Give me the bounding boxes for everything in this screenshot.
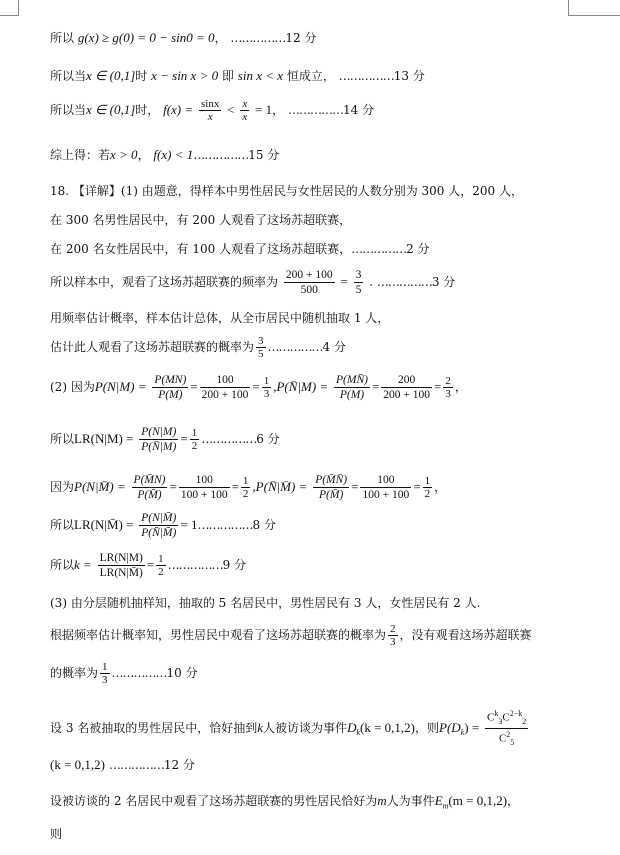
line-21 [50, 793, 519, 814]
score: 6 分 [256, 432, 280, 446]
math: LR(N|M) = [74, 431, 134, 446]
math: = [180, 431, 188, 446]
line-13 [50, 473, 446, 502]
math: , [252, 479, 256, 494]
leader-dots: …………… [201, 432, 257, 446]
denominator [485, 729, 528, 749]
denominator: 2 [191, 440, 198, 452]
numerator: 1 [242, 475, 249, 487]
denominator: 200 + 100 [201, 389, 249, 401]
fraction [132, 473, 168, 502]
math: = [231, 479, 239, 494]
text: 人被访谈为事件 [263, 720, 348, 735]
text: (2) 因为 [50, 380, 95, 394]
fraction [334, 373, 370, 402]
text: 的概率为 [50, 666, 99, 680]
math: (k = 0,1,2) [50, 757, 105, 772]
text: 估计此人观看了这场苏超联赛的概率为 [50, 340, 255, 354]
text: 所以 [50, 31, 75, 45]
score: 2 分 [406, 242, 430, 256]
math: P(D [439, 719, 461, 735]
numerator: P(N|M̄) [141, 512, 177, 524]
math: P(N̄|M̄) = [255, 479, 308, 494]
text: 所以 [50, 558, 75, 572]
combination-symbol: C [502, 711, 510, 724]
denominator: 5 [258, 348, 264, 360]
denominator: P(N̄|M) [141, 441, 177, 453]
numerator: 1 [424, 475, 431, 487]
math: = 1 [255, 102, 273, 117]
text: 根据频率估计概率知，男性居民中观看了这场苏超联赛的概率为 [50, 628, 387, 642]
math: = [169, 479, 177, 494]
line-16: (3) 由分层随机抽样知，抽取的 5 名居民中，男性居民有 3 人，女性居民有 2 人. [50, 596, 481, 610]
crop-mark-right-v [568, 0, 569, 16]
leader-dots: …………… [108, 758, 164, 772]
denominator: x [242, 111, 248, 123]
numerator: 1 [102, 661, 108, 673]
math: x − sin x > 0 [151, 68, 219, 83]
fraction [200, 373, 251, 402]
leader-dots: …………… [167, 558, 223, 572]
leader-dots: …………… [376, 275, 432, 289]
math: sin x < x [237, 68, 284, 83]
score: 9 分 [222, 558, 247, 572]
numerator: LR(N|M) [99, 552, 143, 564]
text: 设 3 名被抽取的男性居民中，恰好抽到 [50, 720, 258, 735]
line-15 [50, 551, 246, 580]
line-3 [50, 98, 374, 123]
fraction [240, 98, 249, 123]
denominator: P(M̄) [137, 489, 162, 501]
denominator: 200 + 100 [383, 389, 431, 401]
text: ， [137, 148, 150, 162]
fraction [199, 98, 221, 123]
math: = [371, 379, 380, 394]
subscript: 2 [522, 716, 527, 726]
text: ， [434, 480, 447, 494]
math: = [413, 479, 421, 494]
line-18 [50, 661, 198, 686]
score: 15 分 [248, 148, 280, 162]
line-17 [50, 623, 532, 648]
leader-dots: …………… [230, 31, 286, 45]
denominator: 5 [355, 284, 362, 296]
numerator: P(N|M) [141, 426, 177, 438]
line-11 [50, 373, 467, 402]
text: ， [507, 794, 520, 808]
text: 所以 [50, 518, 75, 532]
fraction [156, 553, 166, 578]
text: 人为事件 [386, 794, 435, 808]
subscript: 5 [510, 737, 515, 747]
text: 设被访谈的 2 名居民中观看了这场苏超联赛的男性居民恰好为 [50, 794, 378, 808]
text: 因为 [50, 480, 75, 494]
math: = [252, 379, 260, 394]
denominator: 2 [242, 488, 249, 500]
line-1 [50, 30, 317, 46]
line-8 [50, 268, 455, 297]
text: 在 200 名女性居民中，有 100 人观看了这场苏超联赛， [50, 242, 352, 256]
leader-dots: …………… [197, 518, 253, 532]
math: P(N|M̄) = [74, 479, 126, 494]
text: ， [454, 380, 467, 394]
line-9: 用频率估计概率，样本估计总体，从全市居民中随机抽取 1 人， [50, 311, 390, 325]
crop-mark-left-v [18, 0, 19, 16]
denominator: 100 + 100 [362, 489, 410, 501]
math: x ∈ (0,1] [86, 102, 136, 117]
math: (k = 0,1,2) [360, 719, 416, 735]
text: ， [272, 103, 285, 117]
text: ，则 [415, 720, 440, 735]
score: 10 分 [166, 666, 198, 680]
line-10 [50, 335, 346, 360]
line-4 [50, 147, 279, 163]
score: 12 分 [163, 758, 195, 772]
subscript: 3 [498, 716, 503, 726]
math: x ∈ (0,1] [86, 68, 136, 83]
score: 8 分 [252, 518, 276, 532]
math: , [273, 379, 277, 394]
math: LR(N|M̄) = [74, 517, 134, 532]
math: k [257, 719, 264, 735]
text: 所以当 [50, 103, 87, 117]
line-5: 18. 【详解】(1) 由题意，得样本中男性居民与女性居民的人数分别为 300 人，200 人， [50, 184, 523, 198]
fraction [100, 661, 110, 686]
text: 所以当 [50, 69, 87, 83]
crop-mark-right-h [568, 15, 620, 16]
subscript: k [460, 728, 465, 738]
fraction [98, 551, 145, 580]
numerator: 1 [191, 427, 198, 439]
denominator: 3 [390, 636, 396, 648]
math: = [146, 557, 155, 572]
fraction [381, 373, 432, 402]
numerator: 2 [390, 623, 396, 635]
numerator: 100 [360, 473, 411, 488]
text: 时 [135, 69, 148, 83]
combination-symbol: C [487, 711, 495, 724]
numerator: 100 [200, 373, 251, 388]
math: g(x) ≥ g(0) = 0 − sin0 = 0 [77, 30, 215, 45]
line-14 [50, 511, 276, 540]
math: f(x) = [163, 102, 194, 117]
superscript: k [494, 709, 499, 718]
text: 恒成立， [286, 69, 335, 83]
fraction [388, 623, 398, 648]
numerator: sinx [200, 98, 220, 110]
numerator [485, 708, 528, 729]
math: D [347, 719, 357, 735]
fraction [190, 427, 200, 452]
numerator: 3 [355, 269, 362, 281]
fraction [354, 268, 364, 297]
fraction [241, 475, 251, 500]
score: 12 分 [285, 31, 317, 45]
leader-dots: …………… [287, 103, 343, 117]
subscript: m [442, 801, 449, 811]
text: 所以样本中，观看了这场苏超联赛的频率为 [50, 275, 279, 289]
denominator: 2 [424, 488, 431, 500]
score: 13 分 [393, 69, 425, 83]
superscript: 2−k [509, 709, 523, 718]
combination-symbol: C [498, 732, 507, 745]
line-7 [50, 241, 430, 257]
subscript: k [356, 728, 361, 738]
fraction [313, 473, 349, 502]
numerator: P(M̄N) [133, 474, 166, 486]
math: (m = 0,1,2) [448, 793, 508, 808]
math: P(N|M) = [94, 379, 147, 394]
numerator: 3 [258, 335, 264, 347]
denominator: P(N̄|M̄) [141, 527, 177, 539]
numerator: 200 + 100 [285, 269, 333, 281]
score: 14 分 [342, 103, 375, 117]
fraction [262, 375, 272, 400]
math: m [377, 793, 387, 808]
math: = 1 [180, 517, 198, 532]
text: 综上得：若 [50, 148, 111, 162]
line-22: 则 [50, 827, 63, 841]
fraction [443, 375, 453, 400]
fraction [256, 335, 266, 360]
numerator: 1 [263, 375, 270, 387]
fraction [284, 268, 335, 297]
denominator: 3 [263, 388, 270, 400]
line-12 [50, 425, 280, 454]
math: = [190, 379, 198, 394]
math: P(N̄|M) = [276, 379, 329, 394]
fraction [139, 511, 178, 540]
numerator: 1 [158, 553, 164, 565]
numerator: x [242, 98, 248, 110]
numerator: P(M̄N̄) [315, 474, 348, 486]
denominator: 3 [102, 674, 108, 686]
text: ， [214, 31, 227, 45]
fraction [179, 473, 230, 502]
math: = [434, 379, 442, 394]
text: 时， [135, 103, 160, 117]
fraction [423, 475, 433, 500]
text: 所以 [50, 432, 75, 446]
denominator: 500 [300, 284, 318, 296]
math: ) = [464, 719, 480, 735]
text: ，没有观看这场苏超联赛 [399, 628, 532, 642]
math: < [227, 102, 235, 117]
text: . [369, 275, 373, 289]
denominator: 2 [158, 566, 164, 578]
leader-dots: …………… [351, 242, 407, 256]
denominator: 3 [445, 388, 451, 400]
leader-dots: …………… [193, 148, 249, 162]
math: E [434, 793, 443, 808]
text: 即 [221, 69, 234, 83]
leader-dots: …………… [267, 340, 323, 354]
math: x > 0 [110, 147, 138, 162]
line-6: 在 300 名男性居民中，有 200 人观看了这场苏超联赛， [50, 213, 352, 227]
denominator: x [207, 111, 213, 123]
numerator: 2 [445, 375, 451, 387]
denominator: 100 + 100 [180, 489, 228, 501]
denominator: P(M̄) [319, 489, 344, 501]
denominator: P(M) [158, 389, 183, 401]
crop-mark-left-h [0, 15, 18, 16]
math: = [340, 274, 348, 289]
denominator: P(M) [339, 389, 365, 401]
fraction [485, 708, 528, 749]
numerator: P(MN̄) [336, 374, 368, 386]
math: k = [74, 557, 92, 572]
numerator: 100 [179, 473, 230, 488]
numerator: 200 [381, 373, 432, 388]
fraction [360, 473, 411, 502]
line-20 [50, 757, 195, 773]
denominator: LR(N|M̄) [99, 567, 143, 579]
leader-dots: …………… [111, 666, 167, 680]
fraction [139, 425, 178, 454]
math: = [351, 479, 359, 494]
superscript: 2 [506, 729, 511, 739]
score: 4 分 [322, 340, 346, 354]
line-19 [50, 708, 530, 749]
numerator: P(MN) [154, 374, 187, 386]
line-2 [50, 68, 425, 84]
leader-dots: …………… [338, 69, 394, 83]
math: f(x) < 1 [153, 147, 194, 162]
score: 3 分 [431, 275, 456, 289]
fraction [152, 373, 188, 402]
